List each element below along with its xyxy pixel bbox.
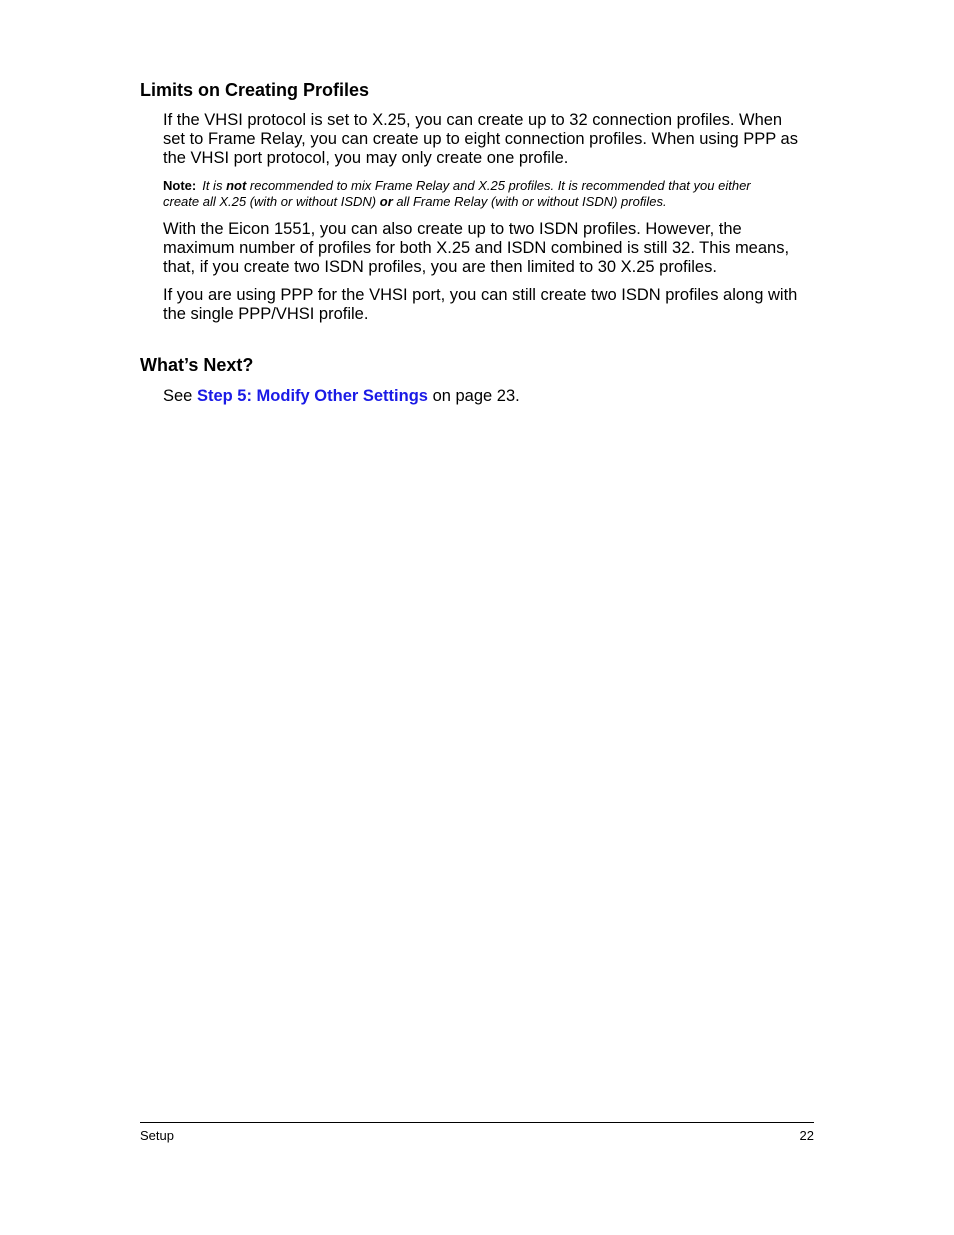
section-heading-whats-next: What’s Next? [140,355,254,375]
note-emphasis: not [226,178,247,193]
note-text: It is [202,178,227,193]
see-suffix: on page 23. [427,387,520,405]
note-block [163,178,823,210]
text-line [163,387,823,406]
note-emphasis: or [379,194,393,209]
footer-page-number: 22 [799,1128,814,1143]
note-label: Note: [163,178,197,193]
text-line: the single PPP/VHSI profile. [163,305,369,323]
note-line [163,194,823,210]
step-5-link[interactable]: Step 5: Modify Other Settings [196,387,428,405]
note-line [163,178,823,194]
paragraph-protocol-limits [163,111,823,168]
text-line: maximum number of profiles for both X.25 and ISDN combined is still 32. This means, [163,239,790,257]
footer-section-name: Setup [140,1128,174,1143]
section-heading-limits: Limits on Creating Profiles [140,80,370,100]
text-line: that, if you create two ISDN profiles, you are then limited to 30 X.25 profiles. [163,258,717,276]
note-text: create all X.25 (with or without ISDN) [163,194,380,209]
paragraph-see-next-step [163,387,823,406]
note-text: recommended to mix Frame Relay and X.25 profiles. It is recommended that you either [246,178,751,193]
note-text: all Frame Relay (with or without ISDN) profiles. [392,194,667,209]
text-line: set to Frame Relay, you can create up to eight connection profiles. When using PPP as [163,130,798,148]
see-prefix: See [163,387,197,405]
footer-divider [140,1122,814,1123]
paragraph-ppp-vhsi [163,286,823,324]
text-line: With the Eicon 1551, you can also create up to two ISDN profiles. However, the [163,220,742,238]
text-line: the VHSI port protocol, you may only create one profile. [163,149,569,167]
paragraph-isdn-profiles [163,220,823,277]
text-line: If you are using PPP for the VHSI port, you can still create two ISDN profiles along with [163,286,798,304]
text-line: If the VHSI protocol is set to X.25, you can create up to 32 connection profiles. When [163,111,783,129]
